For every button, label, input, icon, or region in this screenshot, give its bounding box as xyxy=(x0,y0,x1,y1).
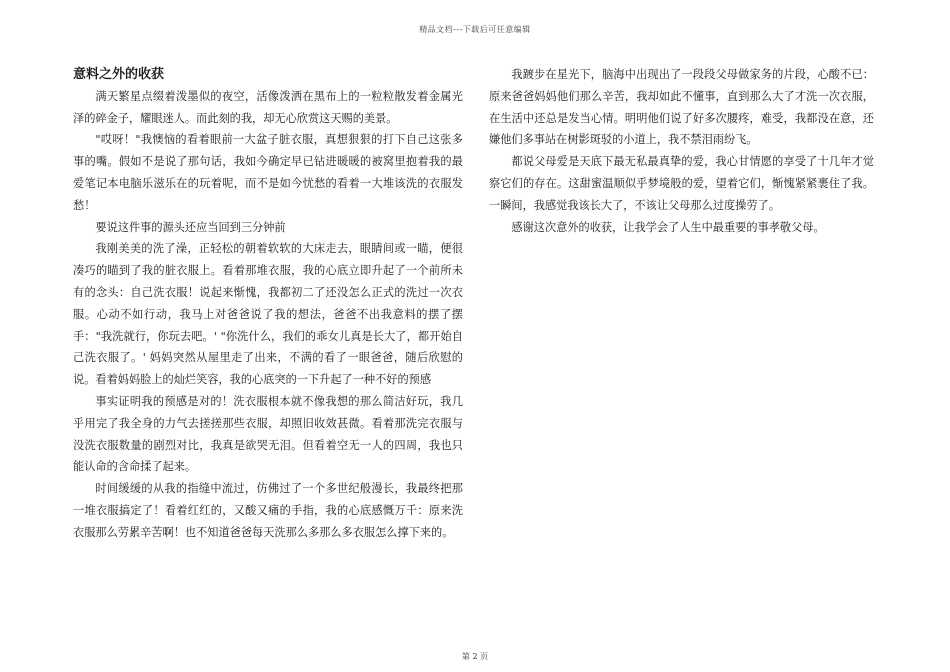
paragraph: 时间缓缓的从我的指缝中流过，仿佛过了一个多世纪般漫长，我最终把那一堆衣服搞定了！看着红红的，又酸又痛的手指，我的心底感慨万千：原来洗衣服那么劳累辛苦啊！也不知道爸爸每天洗那么多那么多衣服怎么撑下来的。 xyxy=(73,482,463,539)
article-title: 意料之外的收获 xyxy=(73,67,165,82)
paragraph: 都说父母爱是天底下最无私最真挚的爱，我心甘情愿的享受了十几年才觉察它们的存在。这甜蜜温顺似乎梦境般的爱，望着它们，惭愧紧紧裹住了我。一瞬间，我感觉我该长大了，不该让父母那么过度操劳了。 xyxy=(489,155,874,212)
page-header: 精品文档---下载后可任意编辑 xyxy=(419,25,531,34)
paragraph: 我刚美美的洗了澡，正轻松的朝着软软的大床走去，眼睛间或一瞄，便很凑巧的瞄到了我的脏衣服上。看着那堆衣服，我的心底立即升起了一个前所未有的念头：自己洗衣服！说起来惭愧，我都初二了还没怎么正式的洗过一次衣服。心动不如行动，我马上对爸爸说了我的想法，爸爸不出我意料的摆了摆手："我洗就行，你玩去吧。' "你洗什么，我们的乖女儿真是长大了，都开始自己洗衣服了。' 妈妈突然从屋里走了出来，不满的看了一眼爸爸，随后欣慰的说。看着妈妈脸上的灿烂笑容，我的心底突的一下升起了一种不好的预感 xyxy=(73,242,463,387)
right-column xyxy=(489,64,874,238)
paragraph: 满天繁星点缀着泼墨似的夜空，活像泼洒在黑布上的一粒粒散发着金属光泽的碎金子，耀眼迷人。而此刻的我，却无心欣赏这天赐的美景。 xyxy=(73,89,463,125)
paragraph: 要说这件事的源头还应当回到三分钟前 xyxy=(95,220,286,234)
paragraph: 我踱步在星光下，脑海中出现出了一段段父母做家务的片段，心酸不已：原来爸爸妈妈他们那么辛苦，我却如此不懂事，直到那么大了才洗一次衣服，在生活中还总是发当心情。明明他们说了好多次腰疼，难受，我都没在意，还嫌他们多事站在树影斑驳的小道上，我不禁泪雨纷飞。 xyxy=(489,68,874,147)
page-number: 第 2 页 xyxy=(461,652,489,661)
paragraph: "哎呀！"我懊恼的看着眼前一大盆子脏衣服，真想狠狠的打下自己这张多事的嘴。假如不是说了那句话，我如今确定早已钻进暖暖的被窝里抱着我的最爱笔记本电脑乐滋乐在的玩着呢，而不是如今忧愁的看着一大堆该洗的衣服发愁！ xyxy=(73,133,463,212)
paragraph: 事实证明我的预感是对的！洗衣服根本就不像我想的那么简洁好玩，我几乎用完了我全身的力气去搓搓那些衣服，却照旧收效甚微。看着那洗完衣服与没洗衣服数量的剧烈对比，我真是欲哭无泪。但看着空无一人的四周，我也只能认命的含命揉了起来。 xyxy=(73,394,463,474)
left-column xyxy=(73,64,463,544)
paragraph: 感谢这次意外的收获，让我学会了人生中最重要的事孝敬父母。 xyxy=(511,220,825,234)
